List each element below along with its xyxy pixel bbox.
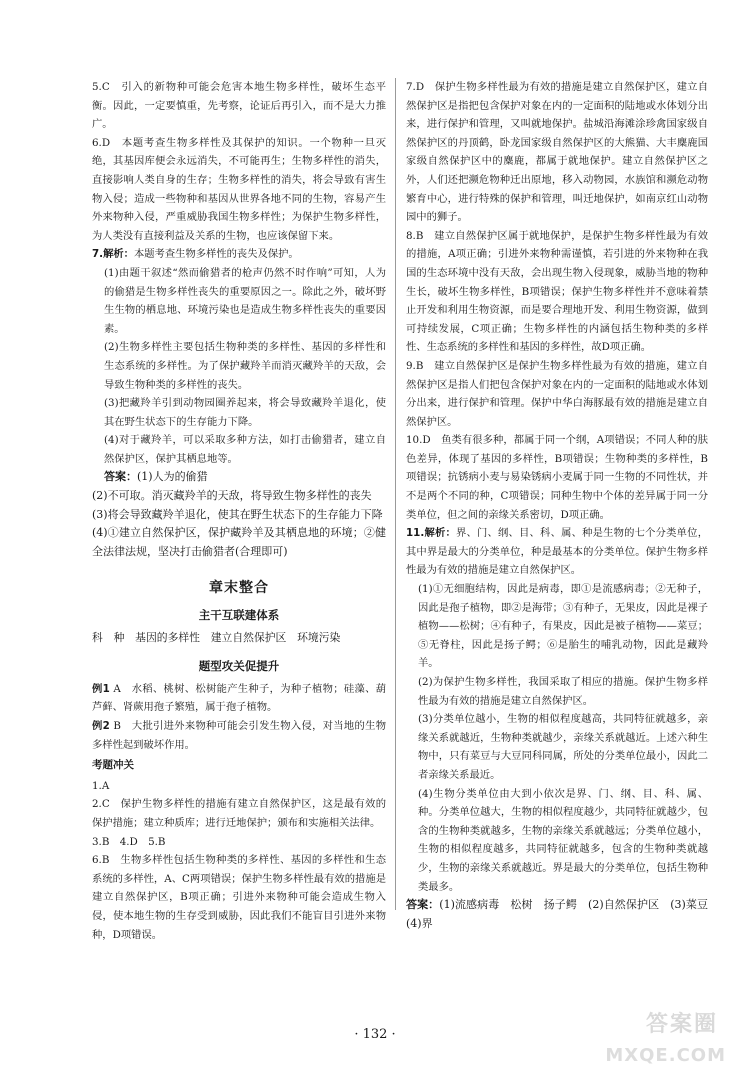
left-column <box>92 78 386 944</box>
example-1 <box>92 680 386 717</box>
answer-7-text: 本题考查生物多样性的丧失及保护。 <box>133 248 299 261</box>
quiz-answer-11-intro <box>406 524 708 580</box>
quiz-answer-7: 7.D 保护生物多样性最为有效的措施是建立自然保护区，建立自然保护区是指把包含保护对象在内的一定面积的陆地或水体划分出来，进行保护和管理，又叫就地保护。盐城沿海滩涂珍禽国家级自然保护区的丹顶鹤，卧龙国家级自然保护区的大熊猫、大丰麋鹿国家级自然保护区中的麋鹿，都属于就地保护。建立自然保护区之外，人们还把濒危物种迁出原地，移入动物园，水族馆和濒危动物繁育中心，进行特殊的保护和管理，叫迁地保护，如南京红山动物园中的狮子。 <box>406 81 708 224</box>
keywords-line: 科 种 基因的多样性 建立自然保护区 环境污染 <box>92 630 341 644</box>
section-title-structure: 主干互联建体系 <box>198 608 280 623</box>
column-divider <box>395 78 396 910</box>
watermark-logo <box>600 1014 740 1072</box>
quiz-answer-11-part4: (4)生物分类单位由大到小依次是界、门、纲、目、科、属、种。分类单位越大，生物的相似程度越少，共同特征就越少，包含的生物种类就越多，生物的亲缘关系就越远；分类单位越小，生物的相似程度越多，共同特征就越多，包含的生物种类就越少，生物的亲缘关系就越近。界是最大的分类单位，包括生物种类最多。 <box>418 787 708 893</box>
answer-7-part1: (1)由题干叙述“然而偷猎者的枪声仍然不时作响”可知，人为的偷猎是生物多样性丧失的重要原因之一。除此之外，破坏野生生物的栖息地、环境污染也是造成生物多样性丧失的重要因素。 <box>104 266 386 335</box>
section-title-practice: 题型攻关促提升 <box>198 659 280 674</box>
quiz-answer-6: 6.B 生物多样性包括生物种类的多样性、基因的多样性和生态系统的多样性，A、C两项错误；保护生物多样性最有效的措施是建立自然保护区，B项正确；引进外来物种可能会造成生物入侵，使本地生物的生存受到威胁，因此我们不能盲目引进外来物种，D项错误。 <box>92 854 386 941</box>
example-2 <box>92 717 386 754</box>
answer-7-result-2: (2)不可取。消灭藏羚羊的天敌，将导致生物多样性的丧失 <box>92 489 372 503</box>
analysis-label-11: 11.解析： <box>406 527 456 540</box>
page-number: · 132 · <box>354 1027 396 1042</box>
quiz-answer-10: 10.D 鱼类有很多种，都属于同一个纲，A项错误；不同人种的肤色差异，体现了基因的多样性，B项错误；生物种类的多样性，B项错误；抗锈病小麦与易染锈病小麦属于同一生物的不同性状，并不是两个不同的种，C项错误；同种生物中个体的差异属于同一分类单位，但之间的亲缘关系密切，D项正确。 <box>406 434 708 521</box>
analysis-label: 7.解析： <box>92 248 134 261</box>
quiz-answer-11-part3: (3)分类单位越小，生物的相似程度越高，共同特征就越多，亲缘关系就越近，生物种类就越少，亲缘关系就越近。上述六种生物中，只有菜豆与大豆同科同属，所处的分类单位最小，因此二者亲缘关系最近。 <box>418 713 708 781</box>
example-1-label: 例1 <box>92 682 110 695</box>
quiz-answer-11-result-text: (1)流感病毒 松树 扬子鳄 (2)自然保护区 (3)菜豆 (4)界 <box>406 898 720 930</box>
answer-label-11: 答案： <box>406 898 440 912</box>
quiz-answer-8: 8.B 建立自然保护区属于就地保护，是保护生物多样性最为有效的措施，A项正确；引进外来物种需谨慎，若引进的外来物种在我国的生态环境中没有天敌，会出现生物入侵现象，威胁当地的物种生长，破坏生物多样性，B项错误；保护生物多样性并不意味着禁止开发和利用生物资源，而是要合理地开发、利用生物资源，做到可持续发展，C项正确；生物多样性的内涵包括生物种类的多样性、生态系统的多样性和基因的多样性，故D项正确。 <box>406 229 708 354</box>
quiz-answer-11-part2: (2)为保护生物多样性，我国采取了相应的措施。保护生物多样性最为有效的措施是建立自然保护区。 <box>418 676 708 707</box>
subsection-title: 考题冲关 <box>92 759 134 772</box>
answer-7-result-text: (1)人为的偷猎 <box>137 470 208 484</box>
quiz-answer-11-part1: (1)①无细胞结构，因此是病毒，即①是流感病毒；②无种子，因此是孢子植物，即②是海带；③有种子，无果皮，因此是裸子植物——松树；④有种子，有果皮，因此是被子植物——菜豆；⑤无脊柱，因此是扬子鳄；⑥是胎生的哺乳动物，因此是藏羚羊。 <box>418 583 708 670</box>
example-2-label: 例2 <box>92 720 110 732</box>
watermark-bottom: MXQE.COM <box>605 1045 726 1066</box>
quiz-answer-3-5: 3.B 4.D 5.B <box>92 835 166 848</box>
quiz-answer-1: 1.A <box>92 779 110 792</box>
example-2-text: B 大批引进外来物种可能会引发生物入侵，对当地的生物多样性起到破坏作用。 <box>92 720 387 751</box>
answer-7-part2: (2)生物多样性主要包括生物种类的多样性、基因的多样性和生态系统的多样性。为了保护藏羚羊而消灭藏羚羊的天敌，会导致生物种类的多样性的丧失。 <box>104 341 386 391</box>
answer-7-result-3: (3)将会导致藏羚羊退化，使其在野生状态下的生存能力下降 <box>92 507 383 521</box>
answer-label: 答案： <box>104 470 137 484</box>
answer-7-part3: (3)把藏羚羊引到动物园圈养起来，将会导致藏羚羊退化，使其在野生状态下的生存能力下降。 <box>104 397 386 428</box>
quiz-answer-2: 2.C 保护生物多样性的措施有建立自然保护区，这是最有效的保护措施；建立种质库；进行迁地保护；颁布和实施相关法律。 <box>92 798 386 829</box>
answer-7-part4: (4)对于藏羚羊，可以采取多种方法，如打击偷猎者，建立自然保护区，保护其栖息地等。 <box>104 434 386 465</box>
answer-5: 5.C 引入的新物种可能会危害本地生物多样性，破坏生态平衡。因此，一定要慎重，先考察，论证后再引入，而不是大力推广。 <box>92 81 386 131</box>
chapter-title: 章末整合 <box>209 580 269 597</box>
right-column <box>406 78 720 933</box>
quiz-answer-11-result <box>406 896 720 933</box>
watermark-top: 答案圈 <box>645 1012 718 1037</box>
quiz-answer-9: 9.B 建立自然保护区是保护生物多样性最为有效的措施，建立自然保护区是指人们把包含保护对象在内的一定面积的陆地或水体划分出来，进行保护和管理。保护中华白海豚最有效的措施是建立自然保护区。 <box>406 359 708 428</box>
answer-7-intro <box>92 245 386 264</box>
answer-7-result <box>92 468 386 487</box>
answer-7-result-4: (4)①建立自然保护区，保护藏羚羊及其栖息地的环境；②健全法律法规，坚决打击偷猎者(合理即可) <box>92 526 386 558</box>
quiz-answer-11-text: 界、门、纲、目、科、属、种是生物的七个分类单位，其中界是最大的分类单位，种是最基本的分类单位。保护生物多样性最为有效的措施是建立自然保护区。 <box>406 527 708 577</box>
answer-6: 6.D 本题考查生物多样性及其保护的知识。一个物种一旦灭绝，其基因库便会永远消失，不可能再生；生物多样性的消失，直接影响人类自身的生存；生物多样性的消失，将会导致有害生物入侵；造成一些物种和基因从世界各地不同的生物，容易产生外来物种入侵，严重威胁我国生物多样性；为保护生物多样性，为人类没有直接利益及关系的生物，也应该保留下来。 <box>92 136 386 242</box>
example-1-text: A 水稻、桃树、松树能产生种子，为种子植物；硅藻、葫芦藓、肾蕨用孢子繁殖，属于孢子植物。 <box>92 682 386 714</box>
